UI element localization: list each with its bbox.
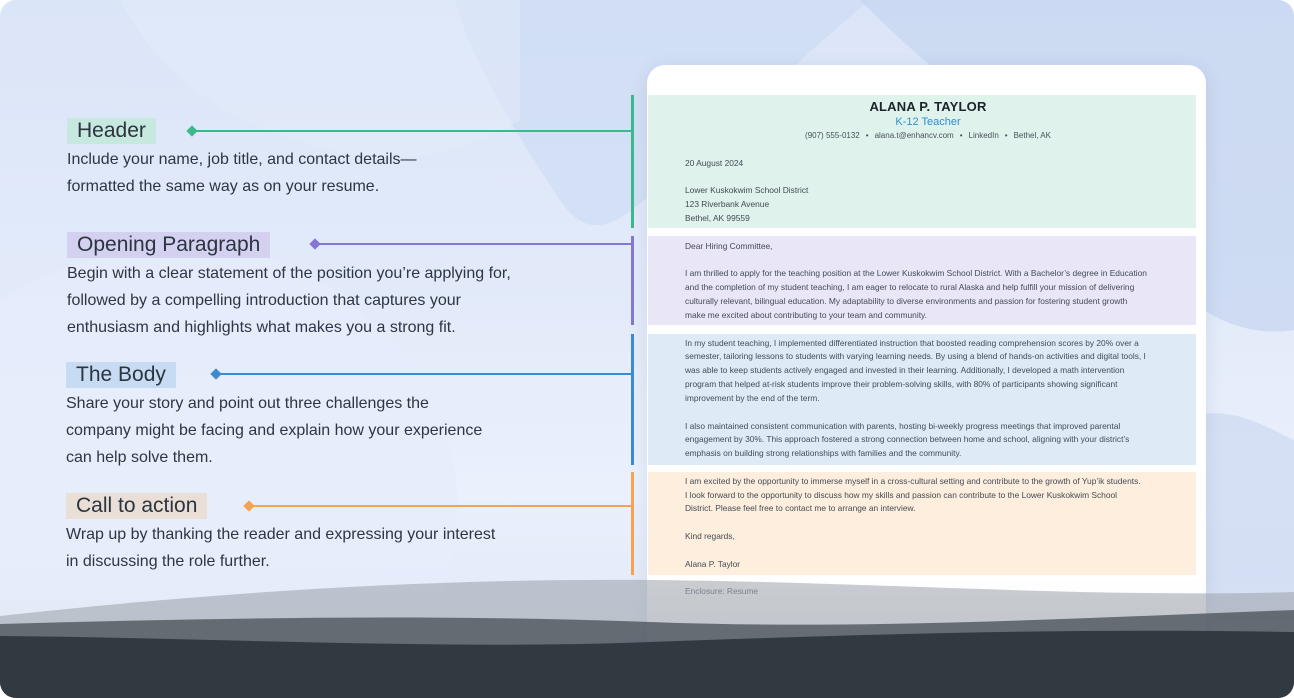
call-to-action-label: Call to action xyxy=(66,493,207,519)
recipient-line: Lower Kuskokwim School District xyxy=(685,185,809,195)
header-label: Header xyxy=(67,118,156,144)
letter-date: 20 August 2024 xyxy=(685,158,744,168)
call-to-action-description: Wrap up by thanking the reader and expressing your interest in discussing the role further. xyxy=(66,526,496,570)
body-line: In my student teaching, I implemented differentiated instruction that boosted reading comprehension scores by 20% over a xyxy=(685,338,1139,348)
opening-paragraph-label: Opening Paragraph xyxy=(67,232,270,258)
closing-line: I look forward to the opportunity to discuss how my skills and passion can contribute to the Lower Kuskokwim School xyxy=(685,490,1117,500)
opening-bracket-bar xyxy=(631,236,634,325)
letter-contact-line: (907) 555-0132 • alana.t@enhancv.com • LinkedIn • Bethel, AK xyxy=(805,131,1051,140)
opening-line: I am thrilled to apply for the teaching position at the Lower Kuskokwim School District. With a Bachelor’s degree in Education xyxy=(685,268,1147,278)
contact-phone: (907) 555-0132 xyxy=(805,131,860,140)
cta-bracket-bar xyxy=(631,472,634,575)
body-line: program that helped at-risk students improve their problem-solving skills, with 80% of participants showing significant xyxy=(685,379,1118,389)
recipient-line: Bethel, AK 99559 xyxy=(685,213,750,223)
contact-email: alana.t@enhancv.com xyxy=(874,131,954,140)
body-description: Share your story and point out three challenges the company might be facing and explain how your experience can help solve them. xyxy=(66,395,483,466)
body-line: improvement by the end of the term. xyxy=(685,393,820,403)
opening-paragraph-description: Begin with a clear statement of the position you’re applying for, followed by a compelling introduction that captures your enthusiasm and highlights what makes you a strong fit. xyxy=(67,265,511,336)
body-bracket-bar xyxy=(631,334,634,465)
letter-name: ALANA P. TAYLOR xyxy=(869,99,987,114)
letter-signoff: Kind regards, xyxy=(685,531,735,541)
opening-line: and the completion of my student teaching, I am eager to relocate to rural Alaska and help fulfill your mission of delivering xyxy=(685,282,1135,292)
recipient-line: 123 Riverbank Avenue xyxy=(685,199,770,209)
closing-line: District. Please feel free to contact me to arrange an interview. xyxy=(685,503,916,513)
body-line: semester, tailoring lessons to students with varying learning needs. By using a blend of hands-on activities and digital tools, I xyxy=(685,351,1146,361)
header-description: Include your name, job title, and contact details— formatted the same way as on your resume. xyxy=(67,151,417,195)
opening-line: make me excited about contributing to your team and community. xyxy=(685,310,927,320)
contact-location: Bethel, AK xyxy=(1013,131,1051,140)
opening-connector-line xyxy=(315,243,632,245)
letter-job-title: K-12 Teacher xyxy=(895,116,961,128)
closing-line: I am excited by the opportunity to immerse myself in a cross-cultural setting and contribute to the growth of Yup’ik students. xyxy=(685,476,1141,486)
body-line: engagement by 30%. This approach fostered a strong connection between home and school, aligning with your district’s xyxy=(685,434,1130,444)
body-label: The Body xyxy=(66,362,176,388)
letter-greeting: Dear Hiring Committee, xyxy=(685,241,773,251)
header-bracket-bar xyxy=(631,95,634,228)
header-connector-line xyxy=(192,130,632,132)
body-line: I also maintained consistent communication with parents, hosting bi-weekly progress meetings that improved parental xyxy=(685,421,1121,431)
letter-signature: Alana P. Taylor xyxy=(685,559,741,569)
body-line: emphasis on building strong relationships with families and the community. xyxy=(685,448,962,458)
bottom-wave-decoration xyxy=(0,578,1294,698)
body-line: was able to keep students actively engaged and invested in their learning. Additionally, I developed a math intervention xyxy=(685,365,1125,375)
contact-linkedin: LinkedIn xyxy=(968,131,999,140)
body-connector-line xyxy=(216,373,632,375)
opening-line: culturally relevant, bilingual education. My adaptability to diverse environments and passion for fostering student growth xyxy=(685,296,1128,306)
cta-connector-line xyxy=(249,505,632,507)
